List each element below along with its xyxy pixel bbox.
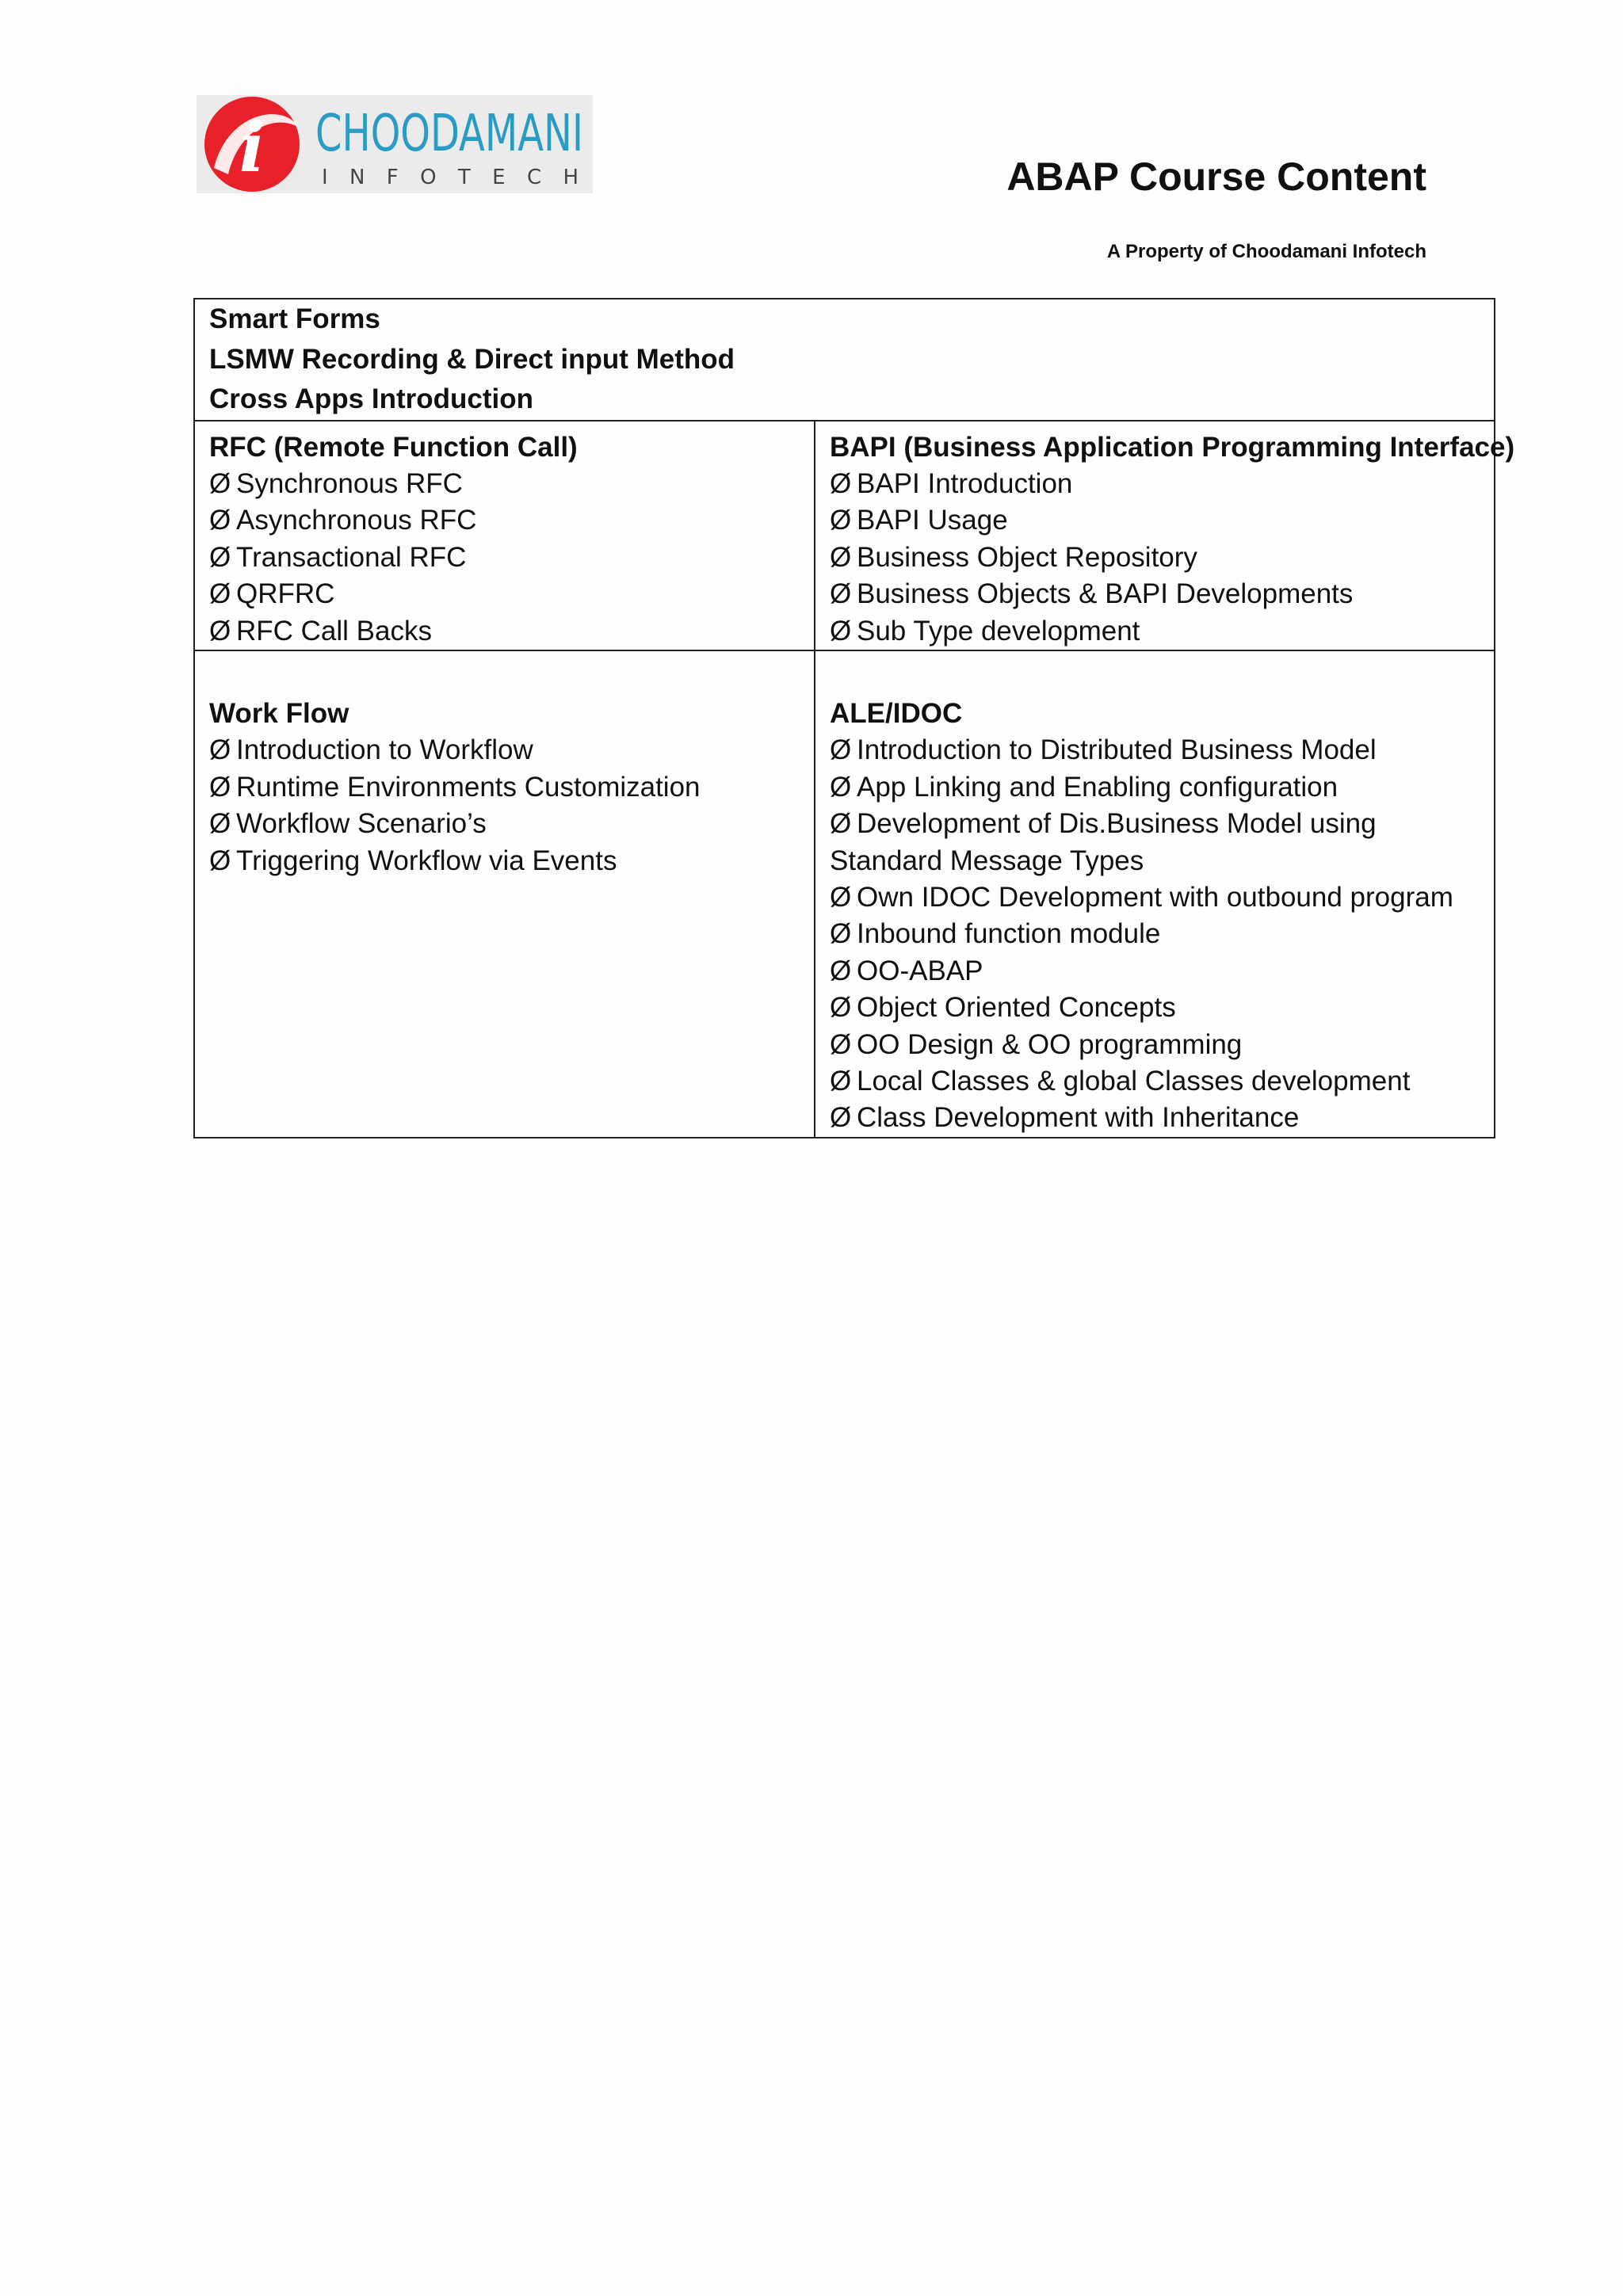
- logo-company-sub: I N F O T E C H: [322, 166, 579, 189]
- bullet-icon: Ø: [830, 808, 852, 840]
- workflow-ale-row: [194, 650, 1495, 1138]
- bullet-icon: Ø: [209, 541, 231, 573]
- list-item: Ø Synchronous RFC: [209, 466, 800, 502]
- list-item: Ø Inbound function module: [830, 916, 1480, 952]
- list-item: Ø Workflow Scenario’s: [209, 806, 800, 842]
- list-item: Ø Local Classes & global Classes development: [830, 1063, 1480, 1100]
- topic-lsmw: LSMW Recording & Direct input Method: [209, 343, 735, 375]
- bullet-icon: Ø: [830, 771, 852, 803]
- ale-heading: ALE/IDOC: [830, 697, 963, 729]
- list-item: Ø Runtime Environments Customization: [209, 769, 800, 806]
- bullet-icon: Ø: [209, 734, 231, 766]
- bullet-icon: Ø: [830, 467, 852, 499]
- course-content-table: [193, 298, 1515, 1138]
- list-item: Ø Own IDOC Development with outbound program: [830, 879, 1480, 916]
- list-item: Ø OO Design & OO programming: [830, 1027, 1480, 1063]
- rfc-bapi-row: [194, 421, 1495, 650]
- list-item: Ø BAPI Introduction: [830, 466, 1480, 502]
- bapi-heading: BAPI (Business Application Programming Interface): [830, 431, 1515, 463]
- bullet-icon: Ø: [209, 578, 231, 610]
- logo-mark: i: [239, 108, 265, 188]
- bapi-cell: [815, 421, 1515, 650]
- list-item: Ø Development of Dis.Business Model using: [830, 806, 1480, 842]
- bullet-icon: Ø: [209, 845, 231, 876]
- topic-cross-apps: Cross Apps Introduction: [209, 383, 533, 414]
- bullet-icon: Ø: [830, 505, 852, 536]
- list-item: Ø Business Objects & BAPI Developments: [830, 576, 1480, 612]
- spacer: [209, 659, 800, 696]
- top-row: [194, 299, 1495, 421]
- topic-smart-forms: Smart Forms: [209, 303, 380, 334]
- logo-graphic: [197, 95, 593, 193]
- list-item: Ø BAPI Usage: [830, 502, 1480, 539]
- ale-cell: [815, 650, 1495, 1138]
- bullet-icon: Ø: [830, 918, 852, 950]
- document-title: ABAP Course Content: [1006, 154, 1426, 199]
- workflow-heading: Work Flow: [209, 697, 349, 729]
- list-item: Ø Class Development with Inheritance: [830, 1100, 1480, 1136]
- bullet-icon: Ø: [830, 992, 852, 1024]
- list-item: Ø Object Oriented Concepts: [830, 990, 1480, 1026]
- logo-company-name: CHOODAMANI: [315, 105, 583, 163]
- bullet-icon: Ø: [830, 1066, 852, 1097]
- bullet-icon: Ø: [830, 955, 852, 986]
- list-item: Ø Introduction to Distributed Business Model: [830, 732, 1480, 769]
- bullet-icon: Ø: [830, 734, 852, 766]
- company-logo: [197, 95, 593, 193]
- list-item: Ø Asynchronous RFC: [209, 502, 800, 539]
- list-item-continuation: Standard Message Types: [830, 845, 1144, 876]
- list-item: Ø OO-ABAP: [830, 953, 1480, 990]
- bullet-icon: Ø: [830, 541, 852, 573]
- rfc-heading: RFC (Remote Function Call): [209, 431, 578, 463]
- bullet-icon: Ø: [830, 881, 852, 913]
- bullet-icon: Ø: [830, 1102, 852, 1134]
- top-section-cell: [194, 299, 1495, 421]
- list-item: Ø Transactional RFC: [209, 540, 800, 576]
- bullet-icon: Ø: [209, 808, 231, 840]
- list-item: Ø Introduction to Workflow: [209, 732, 800, 769]
- rfc-cell: [194, 421, 815, 650]
- bullet-icon: Ø: [830, 615, 852, 646]
- list-item: Ø Sub Type development: [830, 613, 1480, 650]
- bullet-icon: Ø: [209, 467, 231, 499]
- bullet-icon: Ø: [209, 615, 231, 646]
- list-item: Ø RFC Call Backs: [209, 613, 800, 650]
- bullet-icon: Ø: [830, 578, 852, 610]
- list-item: Ø App Linking and Enabling configuration: [830, 769, 1480, 806]
- bullet-icon: Ø: [830, 1028, 852, 1060]
- property-note: A Property of Choodamani Infotech: [1106, 241, 1426, 262]
- spacer: [830, 659, 1480, 696]
- workflow-cell: [194, 650, 815, 1138]
- list-item: Ø Business Object Repository: [830, 540, 1480, 576]
- bullet-icon: Ø: [209, 771, 231, 803]
- list-item: Ø Triggering Workflow via Events: [209, 843, 800, 879]
- list-item: Ø QRFRC: [209, 576, 800, 612]
- bullet-icon: Ø: [209, 505, 231, 536]
